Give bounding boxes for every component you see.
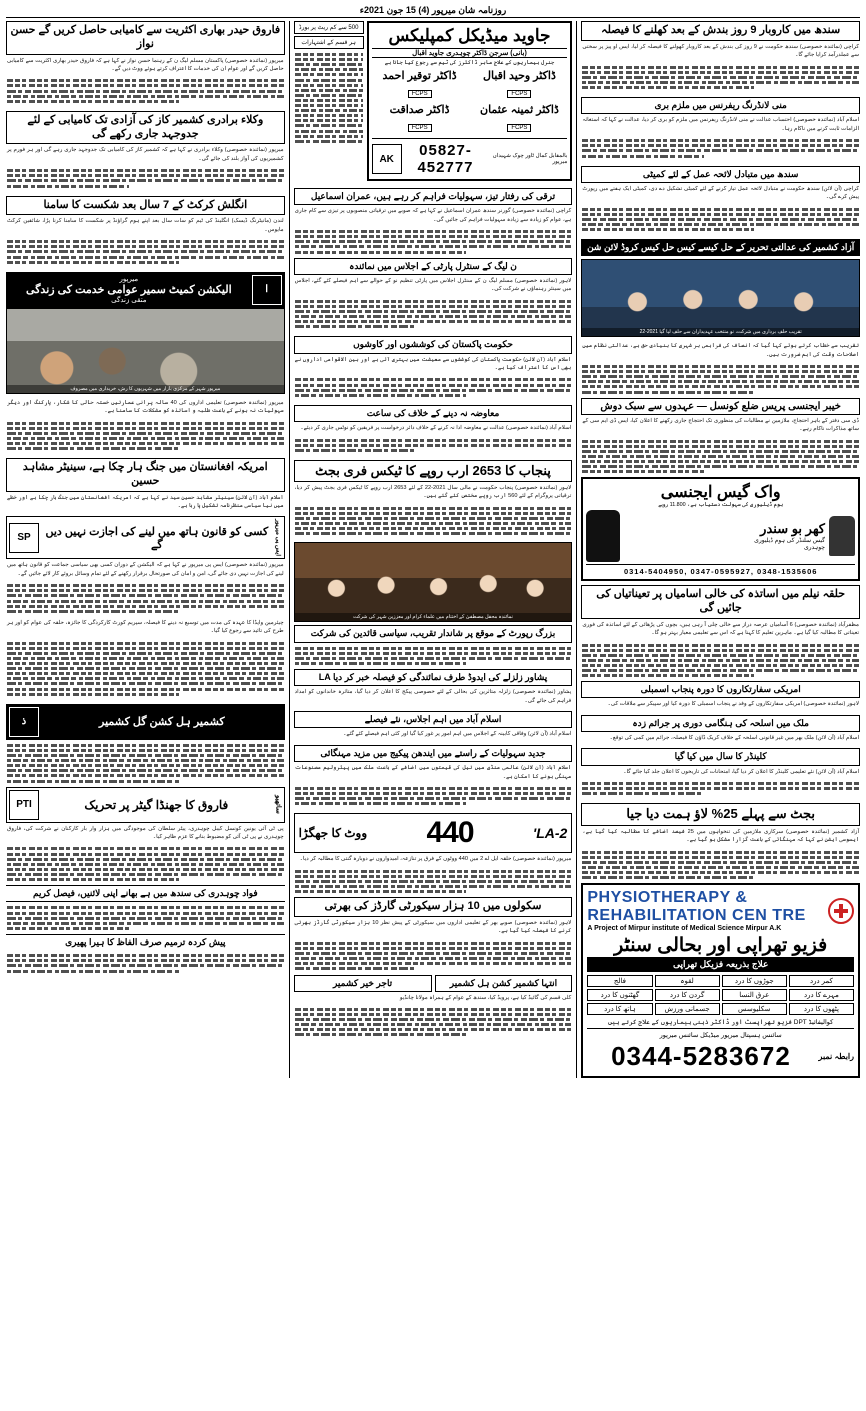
service-item: لقوہ xyxy=(655,975,720,987)
center-column xyxy=(289,21,573,1078)
filler-lines xyxy=(294,296,573,333)
story-fuel xyxy=(294,745,573,810)
filler-lines xyxy=(6,75,285,107)
council-banner xyxy=(581,398,860,415)
body-text: اسلام آباد (آن لائن) ملک بھر میں غیر قانونی اسلحہ کے خلاف کریک ڈاؤن کا فیصلہ، جرائم میں کمی کی توقع۔ xyxy=(609,735,860,742)
story-farooq-haider xyxy=(6,21,285,107)
physio-en-sub: A Project of Mirpur institute of Medical Science Mirpur A.K xyxy=(587,925,782,933)
la2-banner xyxy=(294,813,573,853)
story-n-league xyxy=(294,258,573,333)
body-text: میرپور (نمائندہ خصوصی) تعلیمی اداروں کی 40 سالہ پرانی عمارتیں خستہ حالی کا شکار، پارکنگ اور دیگر سہولیات نہ ہونے کے باعث طلبہ و اساتذہ کو مشکلات کا سامنا ہے۔ xyxy=(7,399,284,415)
headline: جدید سہولیات کے راستے میں ایندھن پیکیج میں مزید مہنگائی xyxy=(294,745,573,762)
la2-rest: ووٹ کا جھگڑا xyxy=(298,826,368,841)
body-text: لندن (مانیٹرنگ ڈیسک) انگلینڈ کی ٹیم کو سات سال بعد اپنے ہوم گراؤنڈ پر شکست کا سامنا کرنا پڑا، شائقین کرکٹ مایوس۔ xyxy=(7,218,284,233)
gas-cylinder-icon-small xyxy=(829,516,855,556)
pti-badge: PTI xyxy=(9,790,39,820)
filler-lines xyxy=(581,847,860,884)
story-wapda-chairman xyxy=(6,617,285,700)
story-us-diplomats xyxy=(581,681,860,711)
gas-ad-title: واک گیس ایجنسی xyxy=(660,484,781,502)
filler-lines xyxy=(581,361,860,398)
story-weapons xyxy=(581,715,860,745)
body-text: لاہور (نمائندہ خصوصی) مسلم لیگ ن کے سنٹرل اجلاس میں پارٹی تنظیم نو کے حوالے سے اہم فیصلے کئے گئے، اجلاس میں سینئر رہنماؤں نے شرکت کی۔ xyxy=(294,277,572,293)
filler-lines xyxy=(294,374,573,400)
side-ad-2: ہر قسم کے اشتہارات xyxy=(294,36,364,49)
service-item: مہرے کا درد xyxy=(789,989,854,1001)
physio-black-bar: علاج بذریعہ فزیکل تھراپی xyxy=(587,957,854,972)
election-banner-line2: الیکشن کمیٹ سمیر عوامی خدمت کی زندگی xyxy=(26,283,232,296)
service-item: عرق النسا xyxy=(722,989,787,1001)
sp-banner-headline: کسی کو قانون ہاتھ میں لینے کی اجازت نہیں دیں گے xyxy=(45,525,269,551)
election-banner-line3: متقی زندگی xyxy=(111,296,147,304)
doctor-qual-3: FCPS xyxy=(507,124,531,132)
bottom-box-1: تاجر خیر کشمیر xyxy=(294,975,432,992)
doctor-name-4: ڈاکٹر صداقت xyxy=(389,104,450,116)
filler-lines xyxy=(294,783,573,809)
headline: ن لیگ کے سنٹرل پارٹی کے اجلاس میں نمائندہ xyxy=(294,258,573,275)
discount-body: آزاد کشمیر (نمائندہ خصوصی) سرکاری ملازمین کی تنخواہوں میں 25 فیصد اضافے کا مطالبہ کیا گیا ہے، ایسوسی ایشن نے کہا کہ مہنگائی کے باعث گزارا مشکل ہو گیا ہے۔ xyxy=(582,828,860,844)
mini-headline-1: فواد چوہدری کی سندھ میں ہے بھانے اپنی لائنیں، فیصل کریم xyxy=(6,885,285,902)
gas-agency-ad xyxy=(581,477,860,581)
service-item: گھٹنوں کا درد xyxy=(587,989,652,1001)
mini-headline-2: پیش کردہ ترمیم صرف الفاظ کا ہیرا پھیری xyxy=(6,934,285,950)
filler-lines xyxy=(581,435,860,477)
sp-body: میرپور (نمائندہ خصوصی) ایس پی میرپور نے کہا ہے کہ الیکشن کے دوران کسی بھی سیاسی جماعت کو قانون ہاتھ میں لینے کی اجازت نہیں دی جائے گی، امن و امان کی صورتحال برقرار رکھنے کے لئے تمام وسائل بروئے کار لائے جائیں گے۔ xyxy=(7,562,284,577)
physio-address: سائنس ہسپتال میرپور میڈیکل سائنس میرپور xyxy=(587,1028,854,1039)
body-text: اسلام آباد (آن لائن) حکومت پاکستان کی کوششوں سے معیشت میں بہتری آئی ہے اور بین الاقوامی اداروں نے بھی اس کا اعتراف کیا ہے۔ xyxy=(294,356,572,371)
teacher-headline: حلقہ نیلم میں اساتذہ کی خالی اسامیاں پر تعیناتیاں کی جائیں گی xyxy=(581,585,860,619)
discount-banner xyxy=(581,803,860,825)
la2-code: 'LA-2 xyxy=(532,825,568,842)
election-banner-line1: میرپور xyxy=(119,275,139,283)
pti-banner-sub: ساتھیو xyxy=(274,795,282,815)
body-text: اسلام آباد (نمائندہ خصوصی) احتساب عدالت نے منی لانڈرنگ ریفرنس میں ملزم کو بری کر دیا، عدالت نے کہا کہ استغاثہ الزامات ثابت کرنے میں ناکام رہا۔ xyxy=(582,117,860,132)
photo-caption: میرپور شہر کے مرکزی بازار میں شہریوں کا رش، خریداری میں مصروف xyxy=(7,385,284,393)
body-text: اسلام آباد (آن لائن) وفاقی کابینہ کے اجلاس میں اہم امور پر غور کیا گیا اور کئی اہم فیصلے کئے گئے۔ xyxy=(343,731,572,738)
service-item: ہاتھ کا درد xyxy=(587,1003,652,1015)
body-text: کراچی (آن لائن) سندھ حکومت نے متبادل لائحہ عمل تیار کرنے کے لئے کمیٹی تشکیل دے دی، کمیٹی ایک ہفتے میں رپورٹ پیش کرے گی۔ xyxy=(582,185,860,201)
filler-lines xyxy=(294,938,573,975)
headline: وکلاء برادری کشمیر کاز کی آزادی تک کامیابی کے لئے جدوجہد جاری رکھے گی xyxy=(6,111,285,145)
filler-lines xyxy=(6,580,285,617)
headline: معاوضہ نہ دینے کے خلاف کی ساعت xyxy=(294,405,573,422)
schools-headline: سکولوں میں 10 ہزار سیکورٹی گارڈز کی بھرتی xyxy=(294,897,573,917)
gathering-photo xyxy=(294,542,573,622)
physio-doctor: کوالیفائیڈ DPT فزیو تھراپسٹ xyxy=(744,1019,834,1027)
pti-banner xyxy=(6,787,285,823)
filler-lines xyxy=(294,643,573,669)
judiciary-banner-text: آزاد کشمیر کی عدالتی تحریر کے حل کیسے کیس حل کیس کروڈ لائن شن xyxy=(587,242,855,253)
headline: امریکی سفارتکاروں کا دورہ پنجاب اسمبلی xyxy=(581,681,860,698)
discount-banner-text: بجٹ سے پہلے 25% لاؤ ہمت دیا جیا xyxy=(626,806,815,822)
pti-banner-headline: فاروق کا جھنڈا گیٹر پر تحریک xyxy=(84,797,229,812)
physio-phone[interactable]: 0344-5283672 xyxy=(611,1041,791,1072)
javed-medical-complex-ad xyxy=(367,21,573,181)
budget-headline: پنجاب کا 2653 ارب روپے کا ٹیکس فری بجٹ xyxy=(294,460,573,482)
judiciary-banner xyxy=(581,239,860,256)
ad-subtitle: (بانی) سرجن ڈاکٹر چوہدری جاوید اقبال xyxy=(372,48,568,58)
party-logo: ذ xyxy=(9,707,39,737)
headline: انگلش کرکٹ کے 7 سال بعد شکست کا سامنا xyxy=(6,196,285,216)
story-sindh-business xyxy=(581,21,860,93)
body-text: اسلام آباد (آن لائن) نئے تعلیمی کلینڈر کا اعلان کر دیا گیا، امتحانات کی تاریخوں کا اعلان جلد کیا جائے گا۔ xyxy=(623,768,860,775)
service-item: جوڑوں کا درد xyxy=(722,975,787,987)
body-text: چیئرمین واپڈا کا عہدہ کی مدت میں توسیع نہ دینے کا فیصلہ، سپریم کورٹ کارکردگی کا جائزہ، حلقہ کی عوام کو اور ہر طرح کی تائید سے رجوع کیا گیا۔ xyxy=(7,619,284,635)
body-text: کراچی (نمائندہ خصوصی) سندھ حکومت نے 9 روز کی بندش کے بعد کاروبار کھولنے کا فیصلہ کر لیا، ایس او پیز پر سختی سے عملدرآمد کرایا جائے گا۔ xyxy=(582,43,860,59)
council-body: ڈی سی دفتر کے باہر احتجاج، ملازمین نے مطالبات کی منظوری تک احتجاج جاری رکھنے کا اعلان کیا، ایس ڈی ایم سی کے ساتھ مذاکرات ناکام رہے۔ xyxy=(582,417,860,433)
physio-phone-label: رابطہ نمبر xyxy=(818,1052,855,1062)
doctor-name-1: ڈاکٹر وحید اقبال xyxy=(482,70,556,82)
story-lawyers xyxy=(6,111,285,192)
gas-brand: کھر بو سندر xyxy=(760,521,826,537)
body-text: اسلام آباد (آن لائن) سینیٹر مشاہد حسین سید نے کہا ہے کہ امریکہ افغانستان میں جنگ ہار چکا ہے اور خطے میں نیا سیاسی منظرنامہ تشکیل پا رہا ہے۔ xyxy=(7,494,284,510)
headline: LA پشاور زلزلے کی ایدوڈ طرف نمائندگی کو فیصلہ خبر کر دیا xyxy=(294,669,573,686)
headline: کلینڈر کا سال میں کیا گیا xyxy=(581,748,860,765)
headline: اسلام آباد میں اہم اجلاس، نئے فیصلے xyxy=(294,711,573,728)
filler-lines xyxy=(294,866,573,898)
filler-lines xyxy=(294,1004,573,1041)
ad-address: بالمقابل کمال ٹاور چوک شہیداں میرپور xyxy=(492,153,568,165)
service-item: کمر درد xyxy=(789,975,854,987)
photo-caption: نمائندہ محفل مصطفیٰ کے اختتام میں علماء کرام اور معززین شہر کی شرکت xyxy=(295,613,572,621)
story-cabinet xyxy=(294,711,573,741)
budget-body: لاہور (نمائندہ خصوصی) پنجاب حکومت نے مالی سال 2021-22 کے لئے 2653 ارب روپے کا ٹیکس فری بجٹ پیش کر دیا، ترقیاتی پروگرام کے لئے 560 ارب روپے مختص کئے گئے ہیں۔ xyxy=(294,485,572,500)
headline: فاروق حیدر بھاری اکثریت سے کامیابی حاصل کریں گے حسن نواز xyxy=(6,21,285,55)
la2-number: 440 xyxy=(426,816,474,850)
doctor-name-3: ڈاکٹر ثمینہ عثمان xyxy=(479,104,559,116)
headline: سندھ میں متبادل لائحہ عمل کے لئے کمیٹی xyxy=(581,166,860,183)
story-compensation xyxy=(294,405,573,456)
body-text: میرپور (نمائندہ خصوصی) وکلاء برادری نے کہا ہے کہ کشمیر کاز کی کامیابی تک جدوجہد جاری رہے گی اور ہر فورم پر کشمیریوں کی آواز بلند کی جائے گی۔ xyxy=(7,147,284,162)
filler-lines xyxy=(6,417,285,454)
three-column-layout xyxy=(6,21,860,1078)
left-column xyxy=(6,21,285,1078)
bottom-box-2: انتہا کشمیر کشن ہل کشمیر xyxy=(435,975,573,992)
physio-en-title-1: PHYSIOTHERAPY & xyxy=(587,889,748,907)
service-item: گردن کا درد xyxy=(655,989,720,1001)
ad-phone[interactable]: 05827-452777 xyxy=(417,142,474,176)
sp-banner-sub: ایس پی میرپور xyxy=(274,519,281,557)
gas-person: چوہدری xyxy=(803,545,826,552)
filler-lines xyxy=(6,638,285,700)
story-govt-efforts xyxy=(294,336,573,401)
service-item: سکلیوسس xyxy=(722,1003,787,1015)
gas-sub: گیس سلنڈر کی ہوم ڈیلیوری xyxy=(754,538,826,545)
physio-services xyxy=(587,975,854,1015)
filler-lines xyxy=(581,135,860,161)
story-english-cricket xyxy=(6,196,285,268)
filler-lines xyxy=(581,204,860,236)
teacher-body: مظفرآباد (نمائندہ خصوصی) 6 آسامیاں عرصہ دراز سے خالی چلی آ رہی ہیں، بچوں کی پڑھائی کے لئے اساتذہ کی فوری تعیناتی کا مطالبہ کیا گیا ہے۔ ماہرین تعلیم کا کہنا ہے کہ اس سے تعلیمی معیار بہتر ہو گا۔ xyxy=(582,621,860,637)
right-column xyxy=(576,21,860,1078)
political-banner-text: کشمیر ہل کشن گل کشمیر xyxy=(99,716,225,729)
street-photo xyxy=(6,308,285,394)
headline: منی لانڈرنگ ریفرنس میں ملزم بری xyxy=(581,97,860,114)
medical-cross-icon xyxy=(828,898,854,924)
filler-lines xyxy=(6,236,285,268)
gas-phones[interactable]: 0314-5404950, 0347-0595927, 0348-1535606 xyxy=(586,564,855,576)
headline: سندھ میں کاروبار 9 روز بندش کے بعد کھلنے کا فیصلہ xyxy=(581,21,860,41)
filler-lines xyxy=(294,49,364,147)
filler-lines xyxy=(581,62,860,94)
gas-ad-note: ہوم ڈیلیوری کی سہولت دستیاب ہے، 11.800 روپے xyxy=(658,502,784,509)
election-logo: ا xyxy=(252,275,282,305)
ad-title: جاوید میڈیکل کمپلیکس xyxy=(388,26,551,45)
story-sindh-committee xyxy=(581,166,860,236)
filler-lines xyxy=(6,740,285,787)
body-text: پشاور (نمائندہ خصوصی) زلزلہ متاثرین کی بحالی کے لئے خصوصی پیکج کا اعلان کر دیا گیا، متاثرہ خاندانوں کو امداد فراہم کی جائے گی۔ xyxy=(294,689,572,704)
doctor-qual-4: FCPS xyxy=(408,124,432,132)
gas-cylinder-icon xyxy=(586,510,620,562)
body-text: لاہور (نمائندہ خصوصی) امریکی سفارتکاروں کے وفد نے پنجاب اسمبلی کا دورہ کیا اور سپیکر سے ملاقات کی۔ xyxy=(607,701,860,708)
filler-lines xyxy=(6,843,285,885)
filler-lines xyxy=(6,165,285,191)
filler-lines xyxy=(6,950,285,976)
election-banner xyxy=(6,272,285,308)
doctor-name-2: ڈاکٹر توقیر احمد xyxy=(382,70,457,82)
story-calendar xyxy=(581,748,860,799)
headline: امریکہ افغانستان میں جنگ ہار چکا ہے، سینیٹر مشاہد حسین xyxy=(6,458,285,492)
ceremony-photo xyxy=(581,259,860,337)
filler-lines xyxy=(581,778,860,799)
service-item: پٹھوں کا درد xyxy=(789,1003,854,1015)
sp-banner xyxy=(6,516,285,559)
center-mid-headline: بزرگ رپورٹ کے موقع پر شاندار تقریب، سیاسی قائدین کی شرکت xyxy=(294,625,573,642)
physiotherapy-ad xyxy=(581,883,860,1078)
masthead: روزنامہ شان میرپور (4) 15 جون 2021ء xyxy=(6,4,860,18)
physio-en-title-2: REHABILITATION CEN TRE xyxy=(587,907,806,925)
doctor-qual-1: FCPS xyxy=(507,90,531,98)
center-bottom-body: کلی قسم کی گائیڈ کیا ہے، پرویڈ کیا، سندھ کے عوام کے ہمراہ مولانا چانڈیو xyxy=(399,994,572,1001)
side-ad-1: 500 سے کم ریٹ پر بورڈ xyxy=(294,21,364,34)
ceremony-body: تقریب سے خطاب کرتے ہوئے کہا گیا کہ انصاف کی فراہمی ہر شہری کا بنیادی حق ہے، عدالتی نظام میں اصلاحات وقت کی اہم ضرورت ہیں۔ xyxy=(582,343,860,358)
ad-note: جنرل بیماریوں کے علاج ماہر ڈاکٹرز کی ٹیم سے رجوع کیا جاتا ہے xyxy=(384,60,555,66)
ak-logo: AK xyxy=(372,144,402,174)
story-money-laundering xyxy=(581,97,860,162)
filler-lines xyxy=(581,639,860,681)
physio-ur-title: فزیو تھراپی اور بحالی سنٹر xyxy=(614,935,828,957)
physio-doctor-note: اور ڈاکٹر ذہنی بیماریوں کے علاج کرتے ہیں xyxy=(608,1019,743,1027)
political-banner-1 xyxy=(6,704,285,740)
doctor-qual-2: FCPS xyxy=(408,90,432,98)
body-text: اسلام آباد (آن لائن) عالمی منڈی میں تیل کی قیمتوں میں اضافے کے باعث ملک میں پیٹرولیم مصنوعات مہنگی ہونے کا امکان ہے۔ xyxy=(294,765,572,780)
pti-body: پی ٹی آئی یونین کونسل کیبل چوہدری، پیٹر سلطان کی موجودگی میں ہزار وار بار کارکنان نے شرکت کی، فاروق چوہدری نے پی ٹی آئی کو مضبوط بنانے کا عزم ظاہر کیا۔ xyxy=(7,825,284,840)
la2-body: میرپور (نمائندہ خصوصی) حلقہ ایل اے 2 میں 440 ووٹوں کے فرق پر تنازعہ، امیدواروں نے دوبارہ گنتی کا مطالبہ کر دیا۔ xyxy=(299,856,572,863)
filler-lines xyxy=(6,902,285,934)
story-mushahid-hussain xyxy=(6,458,285,512)
body-text: میرپور (نمائندہ خصوصی) پاکستان مسلم لیگ ن کے رہنما حسن نواز نے کہا ہے کہ فاروق حیدر بھاری اکثریت سے کامیابی حاصل کریں گے اور عوام ان کی خدمات کا اعتراف کرتے ہوئے ووٹ دیں گے۔ xyxy=(7,57,284,72)
center-top-headline: ترقی کی رفتار تیز، سہولیات فراہم کر رہے ہیں، عمران اسماعیل xyxy=(294,188,573,205)
photo-caption: تقریب حلف برداری میں شرکت، نو منتخب عہدیداران سے حلف لیا گیا 2021-22 xyxy=(582,328,859,336)
schools-body: لاہور (نمائندہ خصوصی) صوبے بھر کے تعلیمی اداروں میں سیکورٹی کے پیش نظر 10 ہزار سیکورٹی گارڈز بھرتی کرنے کا فیصلہ کیا گیا ہے۔ xyxy=(294,920,572,935)
headline: حکومت پاکستان کی کوششوں اور کاوشوں xyxy=(294,336,573,353)
filler-lines xyxy=(294,434,573,455)
service-item: جسمانی ورزش xyxy=(655,1003,720,1015)
service-item: فالج xyxy=(587,975,652,987)
story-peshawar xyxy=(294,669,573,707)
sp-badge: SP xyxy=(9,523,39,553)
center-top-body: کراچی (نمائندہ خصوصی) گورنر سندھ عمران اسماعیل نے کہا ہے کہ صوبے میں ترقیاتی منصوبوں پر تیزی سے کام جاری ہے، عوام کو زیادہ سے زیادہ سہولیات فراہم کی جائیں گی۔ xyxy=(294,208,572,223)
story-schools-condition xyxy=(6,397,285,454)
headline: ملک میں اسلحہ کی ہنگامی دوری پر جرائم زدہ xyxy=(581,715,860,732)
filler-lines xyxy=(294,503,573,540)
filler-lines xyxy=(294,226,573,258)
council-banner-text: خیبر ایجنسی پریس ضلع کونسل — عہدوں سے سبک دوش xyxy=(600,400,841,412)
body-text: اسلام آباد (نمائندہ خصوصی) عدالت نے معاوضہ ادا نہ کرنے کے خلاف دائر درخواست پر فریقین کو نوٹس جاری کر دیئے۔ xyxy=(300,425,572,432)
